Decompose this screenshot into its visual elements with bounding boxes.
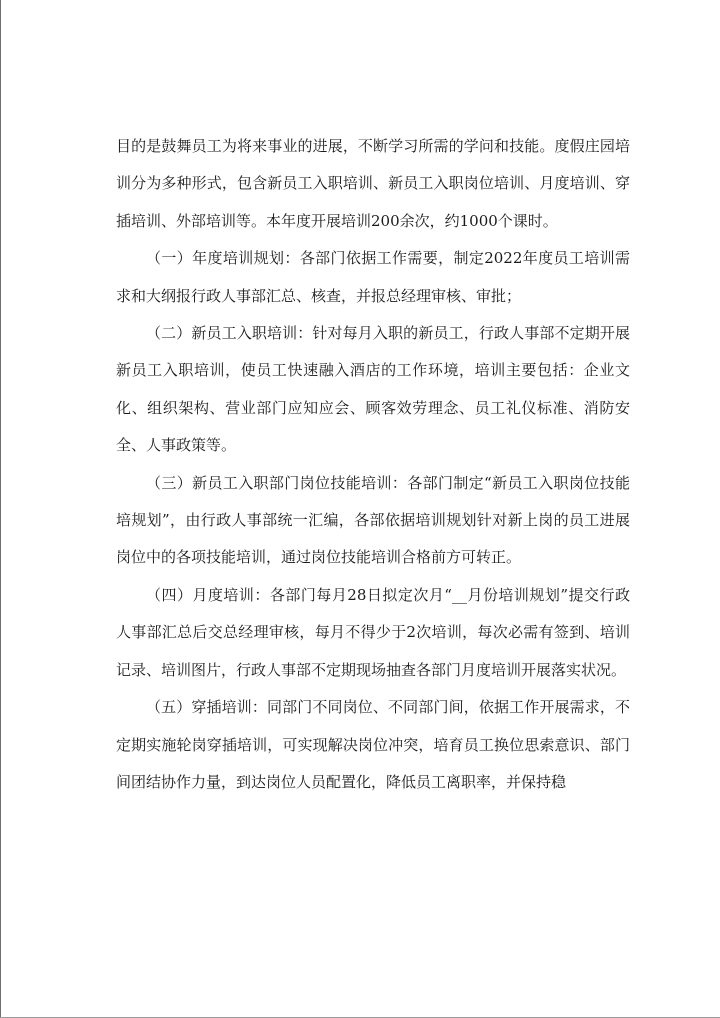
paragraph-new-employee-onboarding: （二）新员工入职培训：针对每月入职的新员工，行政人事部不定期开展新员工入职培训，使员工快速融入酒店的工作环境，培训主要包括：企业文化、组织架构、营业部门应知应会、顾客效劳理念、员工礼仪标准、消防安全、人事政策等。 — [116, 324, 630, 455]
document-body — [116, 128, 630, 801]
paragraph-monthly-training: （四）月度培训：各部门每月28日拟定次月“__月份培训规划”提交行政人事部汇总后交总经理审核，每月不得少于2次培训，每次必需有签到、培训记录、培训图片，行政人事部不定期现场抽查各部门月度培训开展落实状况。 — [116, 585, 630, 679]
paragraph-cross-training: （五）穿插培训：同部门不同岗位、不同部门间，依据工作开展需求，不定期实施轮岗穿插培训，可实现解决岗位冲突，培育员工换位思索意识、部门间团结协作力量，到达岗位人员配置化，降低员工离职率，并保持稳 — [116, 698, 630, 791]
page-left-edge — [0, 0, 1, 1018]
paragraph-annual-training-plan: （一）年度培训规划：各部门依据工作需要，制定2022年度员工培训需求和大纲报行政人事部汇总、核查，并报总经理审核、审批； — [116, 249, 630, 305]
paragraph-department-skill-training: （三）新员工入职部门岗位技能培训：各部门制定“新员工入职岗位技能培规划”，由行政人事部统一汇编，各部依据培训规划针对新上岗的员工进展岗位中的各项技能培训，通过岗位技能培训合格前方可转正。 — [116, 473, 630, 567]
paragraph-intro: 目的是鼓舞员工为将来事业的进展，不断学习所需的学问和技能。度假庄园培训分为多种形式，包含新员工入职培训、新员工入职岗位培训、月度培训、穿插培训、外部培训等。本年度开展培训200余次，约1000个课时。 — [116, 137, 630, 230]
